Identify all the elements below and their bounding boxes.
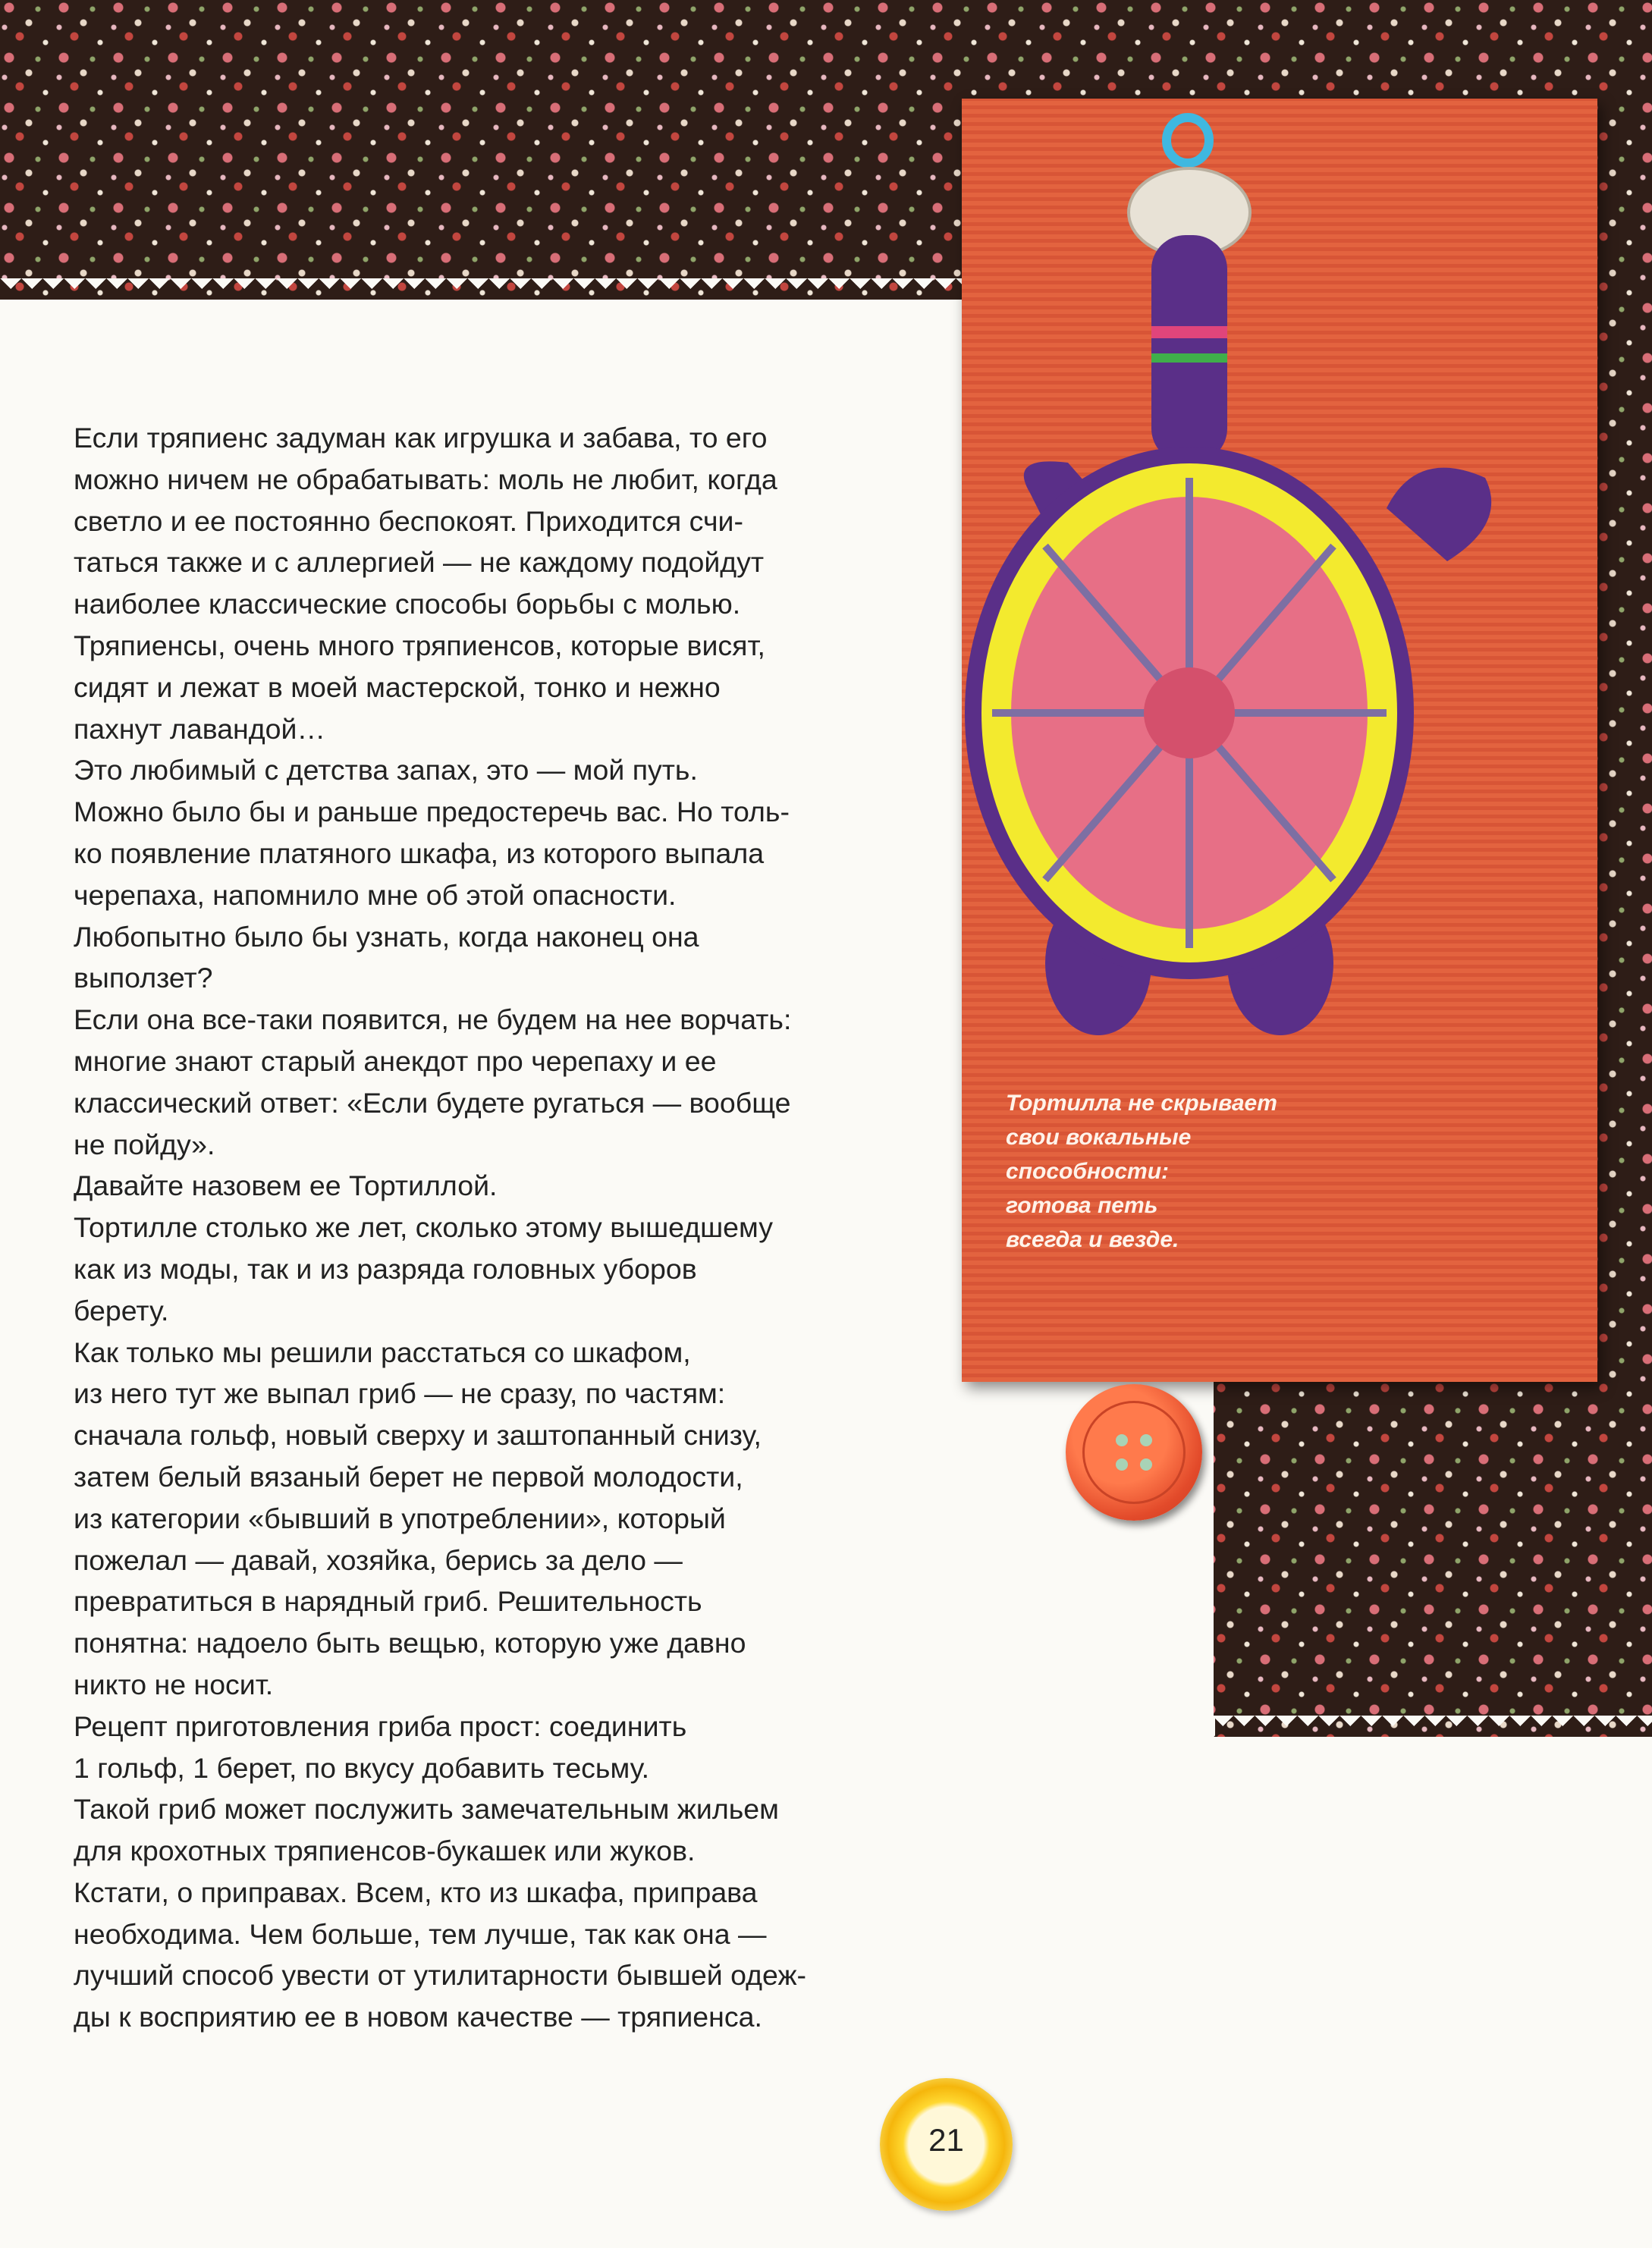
body-line: Тортилле столько же лет, сколько этому вышедшему [74,1211,773,1244]
body-line: Как только мы решили расстаться со шкафом, [74,1336,691,1368]
caption-line: готова петь [1006,1193,1158,1218]
body-line: классический ответ: «Если будете ругаться — вообще [74,1086,791,1119]
shell-center [1144,667,1235,758]
body-line: пахнут лавандой… [74,712,325,745]
body-line: превратиться в нарядный гриб. Решительность [74,1585,702,1618]
body-line: наиболее классические способы борьбы с молью. [74,588,741,620]
article-body [74,417,953,2038]
body-line: ды к восприятию ее в новом качестве — тряпиенса. [74,2001,762,2033]
body-line: Если она все-таки появится, не будем на нее ворчать: [74,1003,792,1036]
button-hole [1140,1458,1152,1471]
body-line: для крохотных тряпиенсов-букашек или жуков. [74,1835,696,1867]
turtle-neck [1151,235,1227,463]
body-line: затем белый вязаный берет не первой молодости, [74,1460,743,1493]
body-line: берету. [74,1294,169,1327]
body-line: лучший способ увести от утилитарности бывшей одеж- [74,1959,807,1992]
body-line: никто не носит. [74,1668,274,1700]
body-line: 1 гольф, 1 берет, по вкусу добавить тесьму. [74,1751,650,1784]
caption-line: свои вокальные [1006,1125,1192,1150]
body-line: многие знают старый анекдот про черепаху и ее [74,1044,717,1077]
body-line: Давайте назовем ее Тортиллой. [74,1170,498,1202]
page-number: 21 [928,2122,964,2158]
body-line: таться также и с аллергией — не каждому подойдут [74,546,765,579]
caption-line: всегда и везде. [1006,1227,1179,1252]
paper-sheet-corner [1214,1737,1652,2248]
body-line: светло и ее постоянно беспокоят. Приходится счи- [74,504,743,537]
right-flipper [1387,468,1491,561]
hanging-loop [1167,118,1209,163]
body-line: из категории «бывший в употреблении», который [74,1502,726,1534]
body-line: из него тут же выпал гриб — не сразу, по частям: [74,1377,726,1410]
body-line: как из моды, так и из разряда головных уборов [74,1252,697,1285]
body-line: черепаха, напомнило мне об этой опасности. [74,878,677,911]
button-hole [1140,1434,1152,1446]
photo-caption [1006,1086,1355,1257]
turtle-photo [962,99,1597,1382]
body-line: необходима. Чем больше, тем лучше, так как она — [74,1917,767,1950]
caption-line: способности: [1006,1159,1170,1184]
decorative-sewing-button [1066,1384,1202,1521]
body-line: выползет? [74,962,213,994]
body-line: Тряпиенсы, очень много тряпиенсов, которые висят, [74,629,765,661]
body-line: пожелал — давай, хозяйка, берись за дело — [74,1543,683,1576]
body-line: Рецепт приготовления гриба прост: соединить [74,1710,687,1742]
page-number-badge [880,2078,1013,2211]
neck-stripe [1151,353,1227,363]
body-line: ко появление платяного шкафа, из которого выпала [74,837,765,869]
body-line: Можно было бы и раньше предостеречь вас. Но толь- [74,796,790,828]
body-line: Такой гриб может послужить замечательным жильем [74,1793,779,1826]
body-line: сидят и лежат в моей мастерской, тонко и нежно [74,670,721,703]
body-line: Это любимый с детства запах, это — мой путь. [74,754,698,786]
body-line: понятна: надоело быть вещью, которую уже давно [74,1627,746,1659]
body-line: можно ничем не обрабатывать: моль не любит, когда [74,463,777,495]
body-line: сначала гольф, новый сверху и заштопанный снизу, [74,1419,762,1452]
button-hole [1116,1458,1128,1471]
neck-stripe [1151,326,1227,338]
caption-line: Тортилла не скрывает [1006,1091,1277,1116]
body-line: Кстати, о приправах. Всем, кто из шкафа, приправа [74,1876,758,1908]
body-line: Если тряпиенс задуман как игрушка и забава, то его [74,422,768,454]
button-hole [1116,1434,1128,1446]
body-line: не пойду». [74,1128,215,1160]
body-line: Любопытно было бы узнать, когда наконец она [74,920,699,953]
